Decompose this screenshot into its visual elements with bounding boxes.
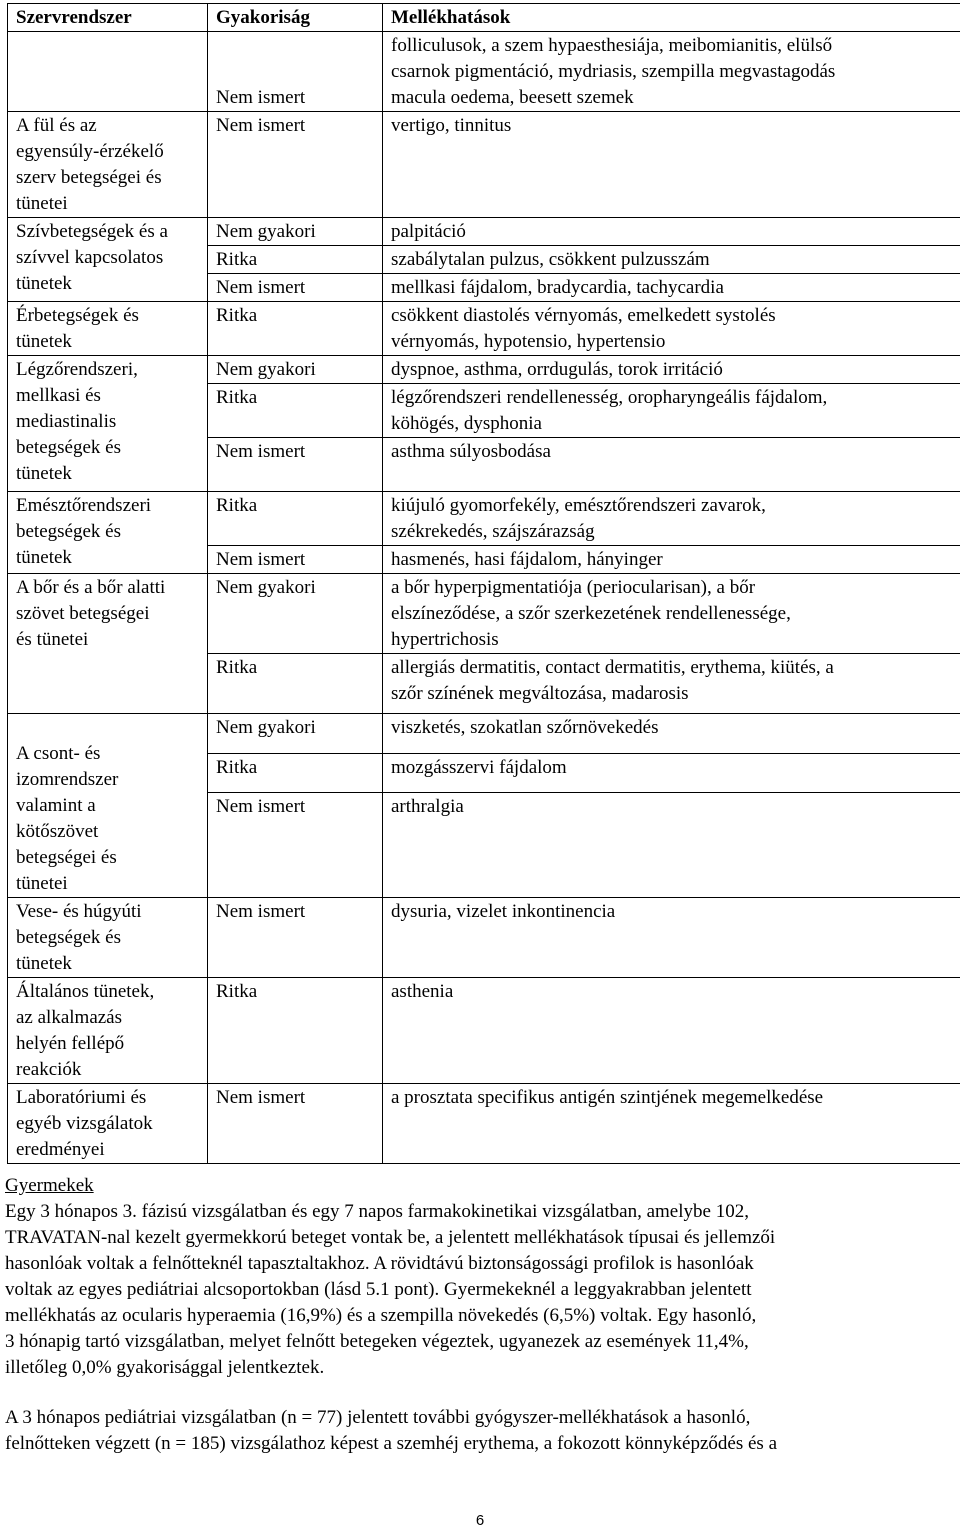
effect-cell: asthma súlyosbodása: [383, 438, 960, 492]
frequency-cell: Nem gyakori: [208, 714, 383, 754]
organ-cell: A fül és az egyensúly-érzékelő szerv betegségei és tünetei: [8, 112, 208, 218]
effect-cell: szabálytalan pulzus, csökkent pulzusszám: [383, 246, 960, 274]
page-number: 6: [475, 1512, 485, 1529]
frequency-cell: Ritka: [208, 978, 383, 1084]
table-row: [8, 32, 960, 112]
organ-cell: Légzőrendszeri, mellkasi és mediastinalis betegségek és tünetek: [8, 356, 208, 492]
table-row: [8, 574, 960, 654]
frequency-cell: Nem ismert: [208, 546, 383, 574]
frequency-cell: Nem ismert: [208, 438, 383, 492]
frequency-cell: Ritka: [208, 384, 383, 438]
header-organ-system: Szervrendszer: [8, 4, 208, 32]
table-row: [8, 714, 960, 754]
frequency-cell: Nem ismert: [208, 1084, 383, 1164]
organ-cell: Laboratóriumi és egyéb vizsgálatok eredményei: [8, 1084, 208, 1164]
frequency-cell: Ritka: [208, 753, 383, 793]
organ-cell: Érbetegségek és tünetek: [8, 302, 208, 356]
effect-cell: mozgásszervi fájdalom: [383, 753, 960, 793]
frequency-cell: Ritka: [208, 302, 383, 356]
effect-cell: dysuria, vizelet inkontinencia: [383, 898, 960, 978]
organ-cell: A csont- és izomrendszer valamint a kötőszövet betegségei és tünetei: [8, 714, 208, 898]
organ-cell: A bőr és a bőr alatti szövet betegségei és tünetei: [8, 574, 208, 714]
paragraph: Egy 3 hónapos 3. fázisú vizsgálatban és egy 7 napos farmakokinetikai vizsgálatban, amelybe 102, TRAVATAN-nal kezelt gyermekkorú beteget vontak be, a jelentett mellékhatások típusai és jellemzői hasonlóak voltak a felnőtteknél tapasztaltakhoz. A rövidtávú biztonságossági profilok is hasonlóak voltak az egyes pediátriai alcsoportokban (lásd 5.1 pont). Gyermekeknél a leggyakrabban jelentett mellékhatás az ocularis hyperaemia (16,9%) és a szempilla növekedés (6,5%) voltak. Egy hasonló, 3 hónapig tartó vizsgálatban, melyet felnőtt betegeken végeztek, ugyanezek az események 11,4%, illetőleg 0,0% gyakorisággal jelentkeztek.: [5, 1201, 776, 1378]
table-row: [8, 302, 960, 356]
adverse-effects-table: [7, 3, 960, 1164]
organ-cell: Vese- és húgyúti betegségek és tünetek: [8, 898, 208, 978]
header-adverse-effects: Mellékhatások: [383, 4, 960, 32]
effect-cell: csökkent diastolés vérnyomás, emelkedett systolés vérnyomás, hypotensio, hypertensio: [383, 302, 960, 356]
organ-cell: Emésztőrendszeri betegségek és tünetek: [8, 492, 208, 574]
pediatric-section: [5, 1173, 945, 1457]
organ-cell: Általános tünetek, az alkalmazás helyén fellépő reakciók: [8, 978, 208, 1084]
frequency-cell: Nem ismert: [208, 793, 383, 898]
paragraph: A 3 hónapos pediátriai vizsgálatban (n = 77) jelentett további gyógyszer-mellékhatások a hasonló, felnőtteken végzett (n = 185) vizsgálathoz képest a szemhéj erythema, a fokozott könnyképződés és a: [5, 1407, 778, 1454]
table-header-row: [8, 4, 960, 32]
table-row: [8, 492, 960, 546]
organ-cell: [8, 32, 208, 112]
table-row: [8, 112, 960, 218]
header-frequency: Gyakoriság: [208, 4, 383, 32]
section-heading: Gyermekek: [5, 1175, 94, 1196]
effect-cell: mellkasi fájdalom, bradycardia, tachycardia: [383, 274, 960, 302]
frequency-cell: Nem ismert: [208, 32, 383, 112]
frequency-cell: Ritka: [208, 246, 383, 274]
frequency-cell: Nem gyakori: [208, 218, 383, 246]
frequency-cell: Nem gyakori: [208, 574, 383, 654]
table-row: [8, 898, 960, 978]
effect-cell: kiújuló gyomorfekély, emésztőrendszeri zavarok, székrekedés, szájszárazság: [383, 492, 960, 546]
frequency-cell: Nem ismert: [208, 274, 383, 302]
effect-cell: légzőrendszeri rendellenesség, oropharyngeális fájdalom, köhögés, dysphonia: [383, 384, 960, 438]
table-row: [8, 1084, 960, 1164]
table-row: [8, 356, 960, 384]
effect-cell: viszketés, szokatlan szőrnövekedés: [383, 714, 960, 754]
table-row: [8, 218, 960, 246]
frequency-cell: Nem ismert: [208, 112, 383, 218]
frequency-cell: Nem ismert: [208, 898, 383, 978]
effect-cell: a bőr hyperpigmentatiója (periocularisan), a bőr elszíneződése, a szőr szerkezetének rendellenessége, hypertrichosis: [383, 574, 960, 654]
frequency-cell: Nem gyakori: [208, 356, 383, 384]
effect-cell: palpitáció: [383, 218, 960, 246]
effect-cell: a prosztata specifikus antigén szintjének megemelkedése: [383, 1084, 960, 1164]
effect-cell: arthralgia: [383, 793, 960, 898]
frequency-cell: Ritka: [208, 492, 383, 546]
frequency-cell: Ritka: [208, 654, 383, 714]
organ-cell: Szívbetegségek és a szívvel kapcsolatos tünetek: [8, 218, 208, 302]
effect-cell: dyspnoe, asthma, orrdugulás, torok irritáció: [383, 356, 960, 384]
effect-cell: hasmenés, hasi fájdalom, hányinger: [383, 546, 960, 574]
effect-cell: folliculusok, a szem hypaesthesiája, meibomianitis, elülső csarnok pigmentáció, mydriasis, szempilla megvastagodás macula oedema, beesett szemek: [383, 32, 960, 112]
effect-cell: vertigo, tinnitus: [383, 112, 960, 218]
table-row: [8, 978, 960, 1084]
effect-cell: allergiás dermatitis, contact dermatitis, erythema, kiütés, a szőr színének megváltozása, madarosis: [383, 654, 960, 714]
effect-cell: asthenia: [383, 978, 960, 1084]
